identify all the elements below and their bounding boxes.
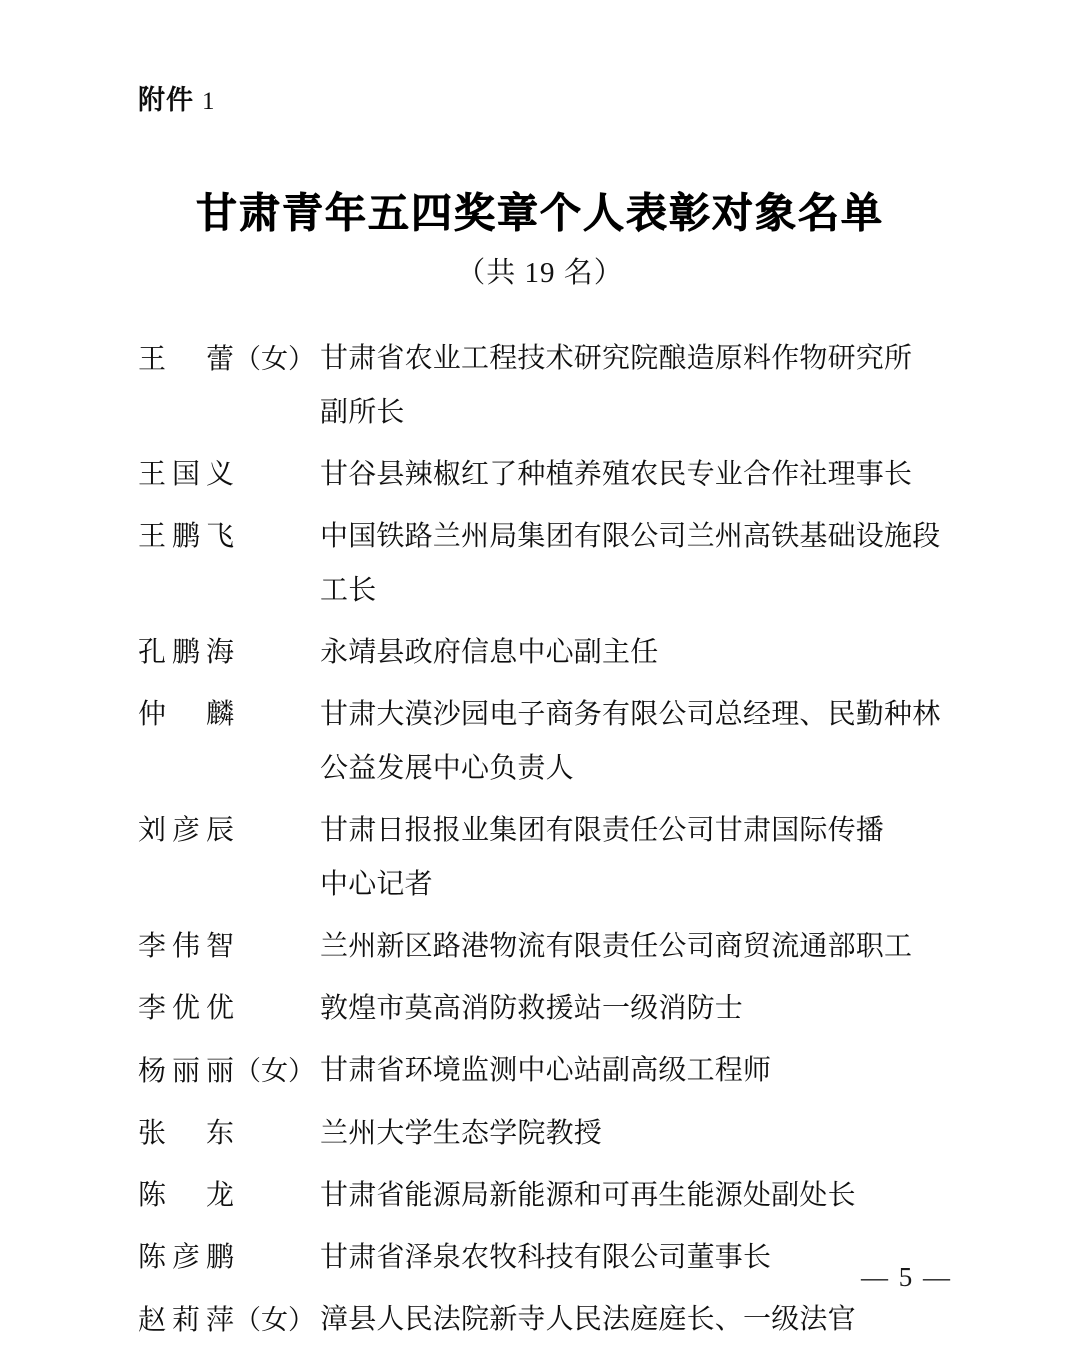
honoree-description-line: 甘肃省环境监测中心站副高级工程师 [320,1055,772,1086]
honoree-description-line: 兰州新区路港物流有限责任公司商贸流通部职工 [320,931,913,962]
honoree-description-line: 兰州大学生态学院教授 [320,1118,603,1149]
honoree-name: 陈 龙 [138,1180,234,1211]
honoree-description-line: 工长 [320,575,377,606]
honoree-description-line: 甘肃省泽泉农牧科技有限公司董事长 [320,1242,772,1273]
honoree-description-line: 副所长 [320,397,405,428]
honoree-description-line: 公益发展中心负责人 [320,753,574,784]
honoree-description [320,510,958,618]
honoree-name: 王 鹏 飞 [138,521,234,552]
honoree-description [320,688,958,796]
honoree-row [138,804,958,912]
honoree-name-cell [138,1293,320,1348]
page-subtitle: （共 19 名） [456,257,624,289]
honoree-description-line: 漳县人民法院新寺人民法庭庭长、一级法官 [320,1304,856,1335]
honoree-row [138,1293,958,1348]
honoree-name-cell [138,1107,320,1161]
attachment-number: 1 [202,88,216,115]
honoree-name: 赵 莉 萍 [138,1305,234,1336]
honoree-name-cell [138,626,320,680]
honoree-row [138,510,958,618]
honoree-description [320,626,958,680]
honoree-description [320,1169,958,1223]
honoree-description [320,1044,958,1098]
honoree-name-cell [138,510,320,564]
honoree-row [138,982,958,1036]
honoree-name: 刘 彦 辰 [138,815,234,846]
honoree-row [138,1169,958,1223]
honoree-name: 王 国 义 [138,459,234,490]
honoree-description [320,1293,958,1347]
honoree-row [138,626,958,680]
page-number-footer: — 5 — [861,1262,952,1292]
honoree-description [320,804,958,912]
honoree-row [138,1044,958,1099]
honoree-description-line: 中国铁路兰州局集团有限公司兰州高铁基础设施段 [320,521,941,552]
honoree-name-cell [138,688,320,742]
honoree-name: 孔 鹏 海 [138,637,234,668]
honoree-row [138,332,958,440]
honoree-description-line: 甘肃省能源局新能源和可再生能源处副处长 [320,1180,856,1211]
honoree-row [138,1107,958,1161]
honoree-name: 张 东 [138,1118,234,1149]
attachment-header [138,78,216,117]
honoree-gender-marker: （女） [234,1305,315,1335]
honoree-name: 仲 麟 [138,699,234,730]
honoree-description-line: 甘肃大漠沙园电子商务有限公司总经理、民勤种林 [320,699,941,730]
honoree-description [320,448,958,502]
honoree-list [138,332,958,1356]
honoree-gender-marker: （女） [234,1056,315,1086]
honoree-description [320,920,958,974]
honoree-description-line: 甘肃日报报业集团有限责任公司甘肃国际传播 [320,815,885,846]
honoree-row [138,688,958,796]
honoree-name: 李 伟 智 [138,931,234,962]
honoree-name: 杨 丽 丽 [138,1056,234,1087]
honoree-description-line: 甘谷县辣椒红了种植养殖农民专业合作社理事长 [320,459,913,490]
honoree-name-cell [138,920,320,974]
honoree-description [320,982,958,1036]
page-title: 甘肃青年五四奖章个人表彰对象名单 [196,190,884,236]
honoree-description-line: 永靖县政府信息中心副主任 [320,637,659,668]
honoree-description [320,1107,958,1161]
honoree-name-cell [138,1169,320,1223]
honoree-row [138,920,958,974]
honoree-name-cell [138,332,320,387]
honoree-name: 王 蕾 [138,344,234,375]
honoree-description [320,332,958,440]
honoree-name-cell [138,1044,320,1099]
honoree-name: 李 优 优 [138,993,234,1024]
honoree-name: 陈 彦 鹏 [138,1242,234,1273]
honoree-name-cell [138,448,320,502]
honoree-gender-marker: （女） [234,344,315,374]
honoree-name-cell [138,982,320,1036]
honoree-description-line: 中心记者 [320,869,433,900]
attachment-label: 附件 [138,85,194,115]
honoree-row [138,448,958,502]
honoree-description-line: 甘肃省农业工程技术研究院酿造原料作物研究所 [320,343,913,374]
honoree-name-cell [138,804,320,858]
honoree-description-line: 敦煌市莫高消防救援站一级消防士 [320,993,744,1024]
